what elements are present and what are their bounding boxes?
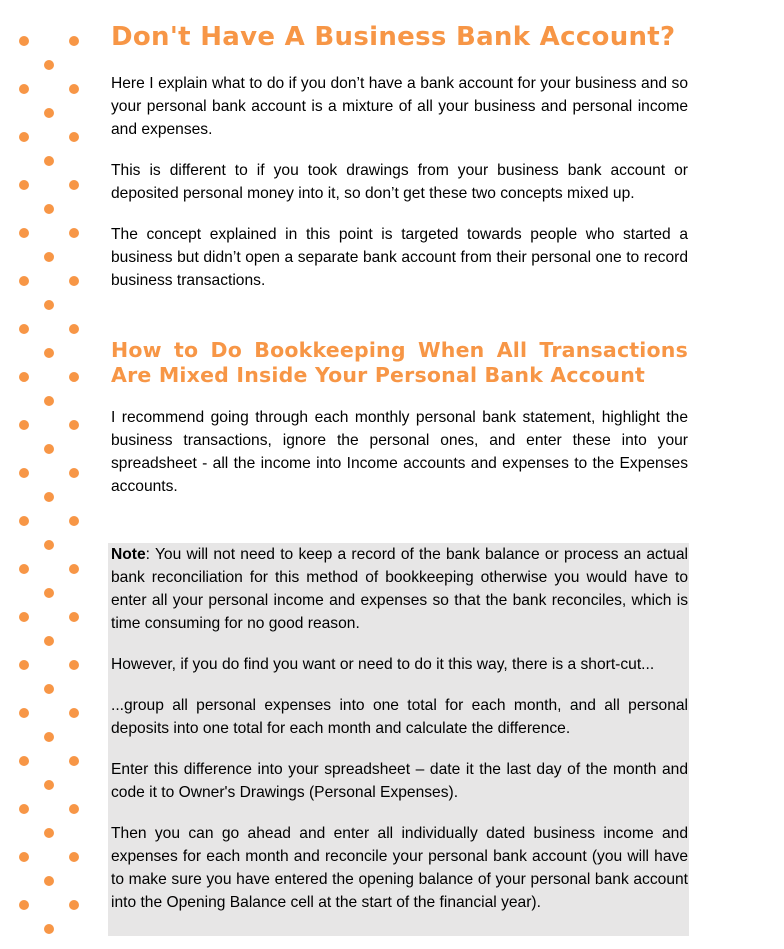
decorative-dot <box>19 708 29 718</box>
decorative-dot <box>44 732 54 742</box>
decorative-dot <box>19 36 29 46</box>
decorative-dot <box>69 180 79 190</box>
decorative-dot <box>69 804 79 814</box>
decorative-dot <box>69 276 79 286</box>
decorative-dot <box>44 60 54 70</box>
decorative-dot <box>19 420 29 430</box>
decorative-dot <box>44 876 54 886</box>
section-heading: How to Do Bookkeeping When All Transactions Are Mixed Inside Your Personal Bank Account <box>111 338 688 387</box>
decorative-dot <box>44 396 54 406</box>
decorative-dot <box>19 372 29 382</box>
decorative-dot <box>69 660 79 670</box>
decorative-dot <box>69 84 79 94</box>
decorative-dot <box>69 228 79 238</box>
intro-paragraph: Here I explain what to do if you don’t have a bank account for your business and so your personal bank account is a mixture of all your business and personal income and expenses. <box>111 75 688 138</box>
article <box>111 20 688 516</box>
decorative-dot <box>69 36 79 46</box>
decorative-dot <box>44 540 54 550</box>
decorative-dot <box>69 324 79 334</box>
decorative-dot <box>44 300 54 310</box>
decorative-dot <box>19 228 29 238</box>
note-paragraph: Then you can go ahead and enter all individually dated business income and expenses for each month and reconcile your personal bank account (you will have to make sure you have entered the opening balance of your personal bank account into the Opening Balance cell at the start of the financial year). <box>111 825 688 911</box>
decorative-dot <box>19 660 29 670</box>
decorative-dot <box>19 900 29 910</box>
note-label: Note <box>111 546 146 563</box>
note-paragraph: ...group all personal expenses into one total for each month, and all personal deposits into one total for each month and calculate the difference. <box>111 697 688 737</box>
decorative-dot <box>69 564 79 574</box>
decorative-dot <box>19 324 29 334</box>
note-paragraph <box>111 543 688 635</box>
page-title: Don't Have A Business Bank Account? <box>111 22 676 52</box>
decorative-dot <box>44 156 54 166</box>
decorative-dot <box>69 132 79 142</box>
note-paragraph: Enter this difference into your spreadsheet – date it the last day of the month and code it to Owner's Drawings (Personal Expenses). <box>111 761 688 801</box>
intro-paragraph: This is different to if you took drawings from your business bank account or deposited personal money into it, so don’t get these two concepts mixed up. <box>111 162 688 202</box>
decorative-dot <box>44 108 54 118</box>
decorative-dot <box>44 924 54 934</box>
decorative-dot <box>19 852 29 862</box>
decorative-dot <box>44 828 54 838</box>
recommendation-paragraph: I recommend going through each monthly personal bank statement, highlight the business transactions, ignore the personal ones, and enter these into your spreadsheet - all the income into Income accounts and expenses to the Expenses accounts. <box>111 409 688 495</box>
decorative-dot <box>69 900 79 910</box>
note-text: : You will not need to keep a record of the bank balance or process an actual bank reconciliation for this method of bookkeeping otherwise you would have to enter all your personal income and expenses so that the bank reconciles, which is time consuming for no good reason. <box>111 546 688 632</box>
note-paragraph: However, if you do find you want or need to do it this way, there is a short-cut... <box>111 656 655 673</box>
decorative-dot <box>69 612 79 622</box>
decorative-dot <box>19 276 29 286</box>
decorative-dot <box>44 492 54 502</box>
decorative-dot <box>19 756 29 766</box>
decorative-dot <box>44 204 54 214</box>
decorative-dot-border <box>0 0 100 949</box>
decorative-dot <box>44 348 54 358</box>
decorative-dot <box>44 780 54 790</box>
decorative-dot <box>19 804 29 814</box>
decorative-dot <box>44 636 54 646</box>
decorative-dot <box>19 516 29 526</box>
note-content <box>111 543 688 932</box>
decorative-dot <box>69 372 79 382</box>
decorative-dot <box>19 612 29 622</box>
decorative-dot <box>44 252 54 262</box>
decorative-dot <box>69 420 79 430</box>
decorative-dot <box>19 468 29 478</box>
decorative-dot <box>19 180 29 190</box>
decorative-dot <box>19 84 29 94</box>
decorative-dot <box>69 756 79 766</box>
decorative-dot <box>44 684 54 694</box>
decorative-dot <box>69 852 79 862</box>
decorative-dot <box>44 588 54 598</box>
decorative-dot <box>19 564 29 574</box>
decorative-dot <box>44 444 54 454</box>
decorative-dot <box>69 708 79 718</box>
decorative-dot <box>69 516 79 526</box>
decorative-dot <box>19 132 29 142</box>
intro-paragraph: The concept explained in this point is targeted towards people who started a business but didn’t open a separate bank account from their personal one to record business transactions. <box>111 226 688 289</box>
decorative-dot <box>69 468 79 478</box>
